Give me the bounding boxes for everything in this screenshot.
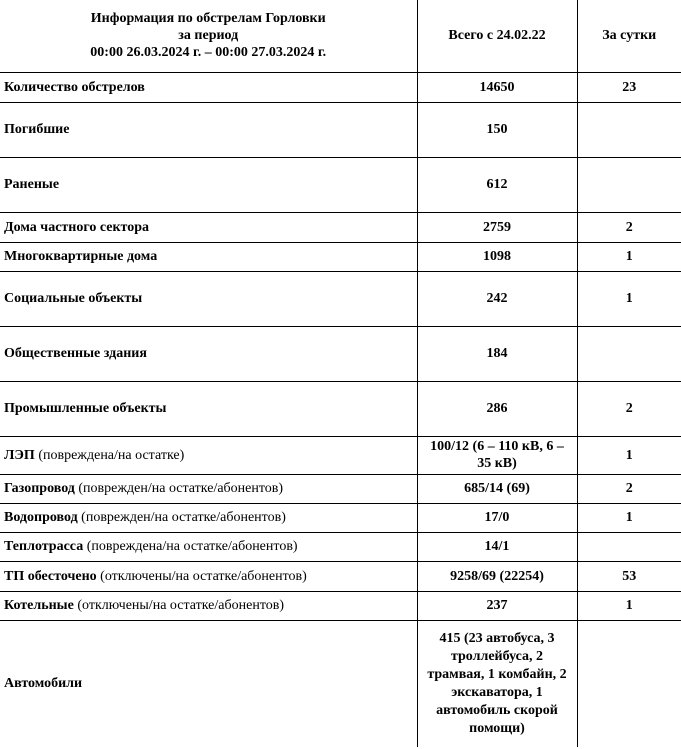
row-total: 237 <box>417 591 577 620</box>
row-label-cell <box>0 212 417 242</box>
row-label: Раненые <box>4 177 60 192</box>
row-label: Автомобили <box>4 676 83 692</box>
row-total: 150 <box>417 102 577 157</box>
row-label-cell <box>0 326 417 381</box>
table-row <box>0 271 681 326</box>
row-label-note: (повреждена/на остатке) <box>38 447 185 463</box>
table-row <box>0 503 681 532</box>
row-total: 2759 <box>417 212 577 242</box>
row-label-cell <box>0 102 417 157</box>
row-day <box>577 157 681 212</box>
row-label-cell <box>0 157 417 212</box>
report-title-line-1: Информация по обстрелам Горловки <box>90 11 326 27</box>
row-total: 14/1 <box>417 532 577 561</box>
row-label-cell <box>0 381 417 436</box>
row-label-note: (повреждена/на остатке/абонентов) <box>86 539 298 554</box>
row-label-cell <box>0 532 417 561</box>
row-label: ЛЭП <box>4 447 35 463</box>
row-total-text: 415 (23 автобуса, 3 троллейбуса, 2 трамвая, 1 комбайн, 2 экскаватора, 1 автомобиль скорой помощи) <box>427 630 567 736</box>
table-row <box>0 620 681 747</box>
row-label-cell <box>0 561 417 591</box>
table-row <box>0 212 681 242</box>
row-day: 1 <box>577 503 681 532</box>
table-row <box>0 436 681 474</box>
row-day: 1 <box>577 242 681 271</box>
row-total: 9258/69 (22254) <box>417 561 577 591</box>
column-header-total: Всего с 24.02.22 <box>417 0 577 72</box>
row-label: Многоквартирные дома <box>4 249 158 264</box>
row-label-note: (поврежден/на остатке/абонентов) <box>81 510 286 525</box>
report-title-line-2: за период <box>178 28 239 44</box>
table-row <box>0 591 681 620</box>
row-day: 2 <box>577 212 681 242</box>
report-title-cell <box>0 0 417 72</box>
report-period: 00:00 26.03.2024 г. – 00:00 27.03.2024 г. <box>90 45 327 61</box>
row-label-cell <box>0 620 417 747</box>
row-day: 1 <box>577 271 681 326</box>
row-day <box>577 620 681 747</box>
row-day <box>577 326 681 381</box>
table-row <box>0 72 681 102</box>
row-label: Котельные <box>4 598 74 613</box>
row-label: Социальные объекты <box>4 291 143 306</box>
row-day: 2 <box>577 474 681 503</box>
row-label-cell <box>0 72 417 102</box>
row-label: Дома частного сектора <box>4 219 150 235</box>
row-label-cell <box>0 474 417 503</box>
row-label: Газопровод <box>4 481 75 496</box>
row-total: 184 <box>417 326 577 381</box>
row-total: 100/12 (6 – 110 кВ, 6 – 35 кВ) <box>417 436 577 474</box>
table-row <box>0 532 681 561</box>
header-row <box>0 0 681 72</box>
row-label: ТП обесточено <box>4 568 97 584</box>
row-total: 17/0 <box>417 503 577 532</box>
row-label-cell <box>0 503 417 532</box>
table-row <box>0 157 681 212</box>
row-label: Общественные здания <box>4 346 147 361</box>
row-total: 612 <box>417 157 577 212</box>
row-label: Промышленные объекты <box>4 401 167 416</box>
row-total: 1098 <box>417 242 577 271</box>
table-row <box>0 102 681 157</box>
row-label-note: (поврежден/на остатке/абонентов) <box>78 481 284 496</box>
row-total: 242 <box>417 271 577 326</box>
table-row <box>0 242 681 271</box>
row-total: 286 <box>417 381 577 436</box>
row-day: 1 <box>577 436 681 474</box>
table-row <box>0 381 681 436</box>
table-row <box>0 326 681 381</box>
row-label: Теплотрасса <box>4 539 84 554</box>
row-day: 53 <box>577 561 681 591</box>
row-label-note: (отключены/на остатке/абонентов) <box>100 568 307 584</box>
row-total: 685/14 (69) <box>417 474 577 503</box>
row-day <box>577 532 681 561</box>
row-label: Количество обстрелов <box>4 79 145 95</box>
row-day: 1 <box>577 591 681 620</box>
row-label: Водопровод <box>4 510 78 525</box>
row-label-cell <box>0 271 417 326</box>
row-label-cell <box>0 242 417 271</box>
row-total: 14650 <box>417 72 577 102</box>
row-label-cell <box>0 436 417 474</box>
row-day: 2 <box>577 381 681 436</box>
table-row <box>0 561 681 591</box>
row-day: 23 <box>577 72 681 102</box>
row-total <box>417 620 577 747</box>
row-day <box>577 102 681 157</box>
row-label: Погибшие <box>4 122 70 137</box>
row-label-cell <box>0 591 417 620</box>
table-row <box>0 474 681 503</box>
row-label-note: (отключены/на остатке/абонентов) <box>77 598 285 613</box>
column-header-day: За сутки <box>577 0 681 72</box>
